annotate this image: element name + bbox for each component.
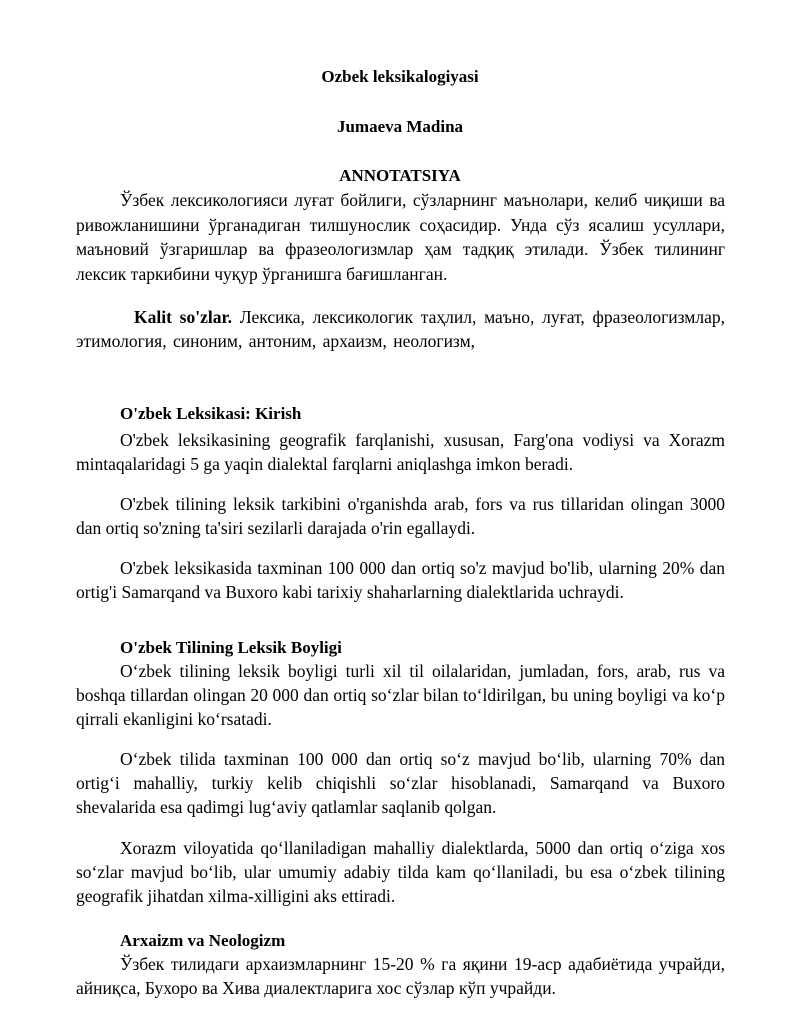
section-paragraph: Ўзбек тилидаги архаизмларнинг 15-20 % га яқини 19-аср адабиётида учрайди, айниқса, Бухоро ва Хива диалектларига хос сўзлар кўп учрайди. bbox=[76, 954, 725, 998]
author-name: Jumaeva Madina bbox=[336, 117, 464, 136]
section-heading: O'zbek Tilining Leksik Boyligi bbox=[120, 638, 342, 657]
section-paragraph: Xorazm viloyatida qo‘llaniladigan mahalliy dialektlarda, 5000 dan ortiq o‘ziga xos so‘zlar mavjud bo‘lib, ular umumiy adabiy tilda kam qo‘llaniladi, bu esa o‘zbek tilining geografik jihatdan xilma-xilligini aks ettiradi. bbox=[76, 838, 725, 906]
keywords-paragraph bbox=[76, 305, 725, 353]
keywords-list: Лексика, лексикологик таҳлил, маъно, луғат, фразеологизмлар, этимология, синоним, антоним, архаизм, неологизм, bbox=[76, 307, 725, 351]
section-paragraph: O'zbek leksikasida taxminan 100 000 dan ortiq so'z mavjud bo'lib, ularning 20% dan ortig'i Samarqand va Buxoro kabi tarixiy shaharlarning dialektlarida uchraydi. bbox=[76, 558, 725, 602]
section-heading: Arxaizm va Neologizm bbox=[120, 931, 286, 950]
keywords-label: Kalit so'zlar. bbox=[134, 307, 233, 327]
section-paragraph: O'zbek tilining leksik tarkibini o'rganishda arab, fors va rus tillaridan olingan 3000 dan ortiq so'zning ta'siri sezilarli darajada o'rin egallaydi. bbox=[76, 494, 725, 538]
annotation-paragraph: Ўзбек лексикологияси луғат бойлиги, сўзларнинг маънолари, келиб чиқиши ва ривожланишини ўрганадиган тилшунослик соҳасидир. Унда сўз ясалиш усуллари, маъновий ўзгаришлар ва фразеологизмлар ҳам тадқиқ этилади. Ўзбек тилининг лексик таркибини чуқур ўрганишга бағишланган. bbox=[76, 190, 725, 284]
section-paragraph: O‘zbek tilida taxminan 100 000 dan ortiq so‘z mavjud bo‘lib, ularning 70% dan ortig‘i mahalliy, turkiy kelib chiqishli so‘zlar hisoblanadi, Samarqand va Buxoro shevalarida esa qadimgi lug‘aviy qatlamlar saqlanib qolgan. bbox=[76, 749, 725, 817]
section-paragraph: O‘zbek tilining leksik boyligi turli xil til oilalaridan, jumladan, fors, arab, rus va boshqa tillardan olingan 20 000 dan ortiq so‘zlar bilan to‘ldirilgan, bu uning boyligi va ko‘p qirrali ekanligini ko‘rsatadi. bbox=[76, 661, 725, 729]
section-paragraph: O'zbek leksikasining geografik farqlanishi, xususan, Farg'ona vodiysi va Xorazm mintaqalaridagi 5 ga yaqin dialektal farqlarni aniqlashga imkon beradi. bbox=[76, 430, 725, 474]
annotation-heading: ANNOTATSIYA bbox=[339, 166, 461, 185]
document-title: Ozbek leksikalogiyasi bbox=[321, 67, 479, 86]
section-heading: O'zbek Leksikasi: Kirish bbox=[120, 404, 302, 423]
